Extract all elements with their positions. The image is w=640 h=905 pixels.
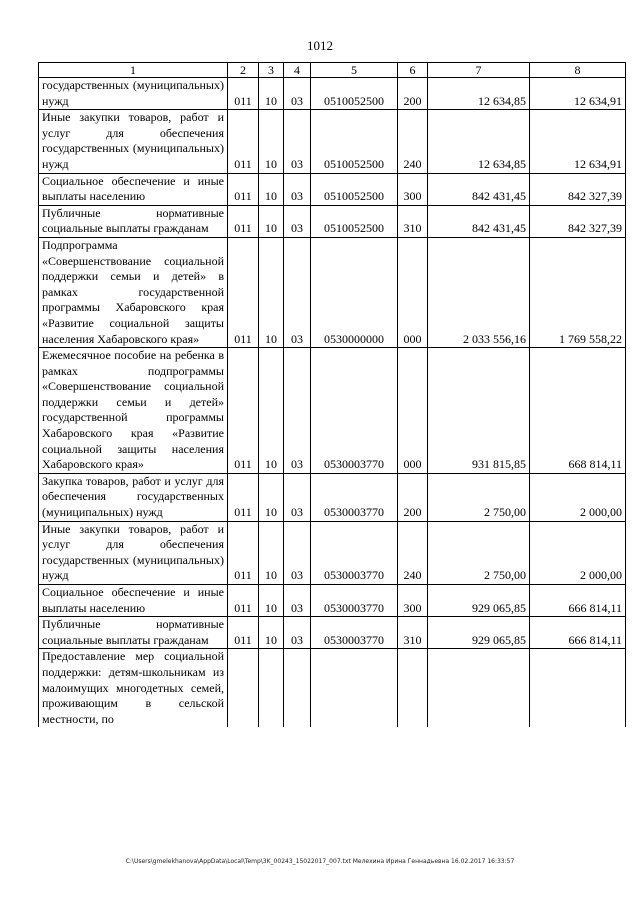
table-row bbox=[39, 617, 626, 649]
row-cell-c7: 12 634,85 bbox=[428, 78, 530, 110]
row-cell-c6: 300 bbox=[398, 173, 428, 205]
row-cell-c8: 842 327,39 bbox=[530, 205, 626, 237]
row-cell-c8: 1 769 558,22 bbox=[530, 237, 626, 347]
header-cell: 1 bbox=[39, 63, 228, 78]
row-cell-c5: 0510052500 bbox=[311, 110, 398, 173]
header-cell: 6 bbox=[398, 63, 428, 78]
row-cell-c8 bbox=[530, 649, 626, 727]
row-name: Иные закупки товаров, работ и услуг для обеспечения государственных (муниципальных) нужд bbox=[39, 110, 228, 173]
row-cell-c2: 011 bbox=[228, 173, 259, 205]
row-cell-c7: 2 033 556,16 bbox=[428, 237, 530, 347]
row-cell-c3: 10 bbox=[259, 110, 284, 173]
page-number: 1012 bbox=[307, 38, 333, 53]
row-cell-c6: 200 bbox=[398, 473, 428, 521]
row-cell-c4: 03 bbox=[284, 205, 311, 237]
row-cell-c8: 12 634,91 bbox=[530, 110, 626, 173]
row-cell-c7: 931 815,85 bbox=[428, 348, 530, 474]
row-cell-c6: 240 bbox=[398, 110, 428, 173]
row-cell-c2: 011 bbox=[228, 585, 259, 617]
header-cell: 8 bbox=[530, 63, 626, 78]
header-cell: 4 bbox=[284, 63, 311, 78]
row-cell-c8: 2 000,00 bbox=[530, 473, 626, 521]
row-cell-c8: 666 814,11 bbox=[530, 617, 626, 649]
row-cell-c2: 011 bbox=[228, 617, 259, 649]
table-row bbox=[39, 348, 626, 474]
row-name: Социальное обеспечение и иные выплаты населению bbox=[39, 173, 228, 205]
row-cell-c6: 200 bbox=[398, 78, 428, 110]
row-cell-c3: 10 bbox=[259, 348, 284, 474]
table-row bbox=[39, 237, 626, 347]
row-cell-c7: 842 431,45 bbox=[428, 205, 530, 237]
row-cell-c5: 0530003770 bbox=[311, 521, 398, 584]
row-cell-c3 bbox=[259, 649, 284, 727]
row-cell-c6: 000 bbox=[398, 348, 428, 474]
row-name: Иные закупки товаров, работ и услуг для обеспечения государственных (муниципальных) нужд bbox=[39, 521, 228, 584]
row-cell-c6: 240 bbox=[398, 521, 428, 584]
row-cell-c4: 03 bbox=[284, 237, 311, 347]
row-cell-c3: 10 bbox=[259, 521, 284, 584]
row-cell-c2: 011 bbox=[228, 110, 259, 173]
row-cell-c8: 668 814,11 bbox=[530, 348, 626, 474]
row-cell-c5: 0530000000 bbox=[311, 237, 398, 347]
row-cell-c5: 0530003770 bbox=[311, 617, 398, 649]
row-cell-c4: 03 bbox=[284, 617, 311, 649]
row-name: Предоставление мер социальной поддержки: детям-школьникам из малоимущих многодетных семей, проживающим в сельской местности, по bbox=[39, 649, 228, 727]
table-row bbox=[39, 205, 626, 237]
row-cell-c6: 000 bbox=[398, 237, 428, 347]
row-cell-c5: 0510052500 bbox=[311, 173, 398, 205]
row-cell-c4: 03 bbox=[284, 173, 311, 205]
table-row bbox=[39, 78, 626, 110]
row-cell-c2: 011 bbox=[228, 521, 259, 584]
row-cell-c6 bbox=[398, 649, 428, 727]
table-row bbox=[39, 473, 626, 521]
row-cell-c2: 011 bbox=[228, 473, 259, 521]
row-cell-c4: 03 bbox=[284, 78, 311, 110]
row-cell-c4: 03 bbox=[284, 473, 311, 521]
row-cell-c2: 011 bbox=[228, 348, 259, 474]
row-cell-c3: 10 bbox=[259, 78, 284, 110]
file-path-footer: C:\Users\gmelekhanova\AppData\Local\Temp\3K_00243_15022017_007.txt Мелехина Ирина Геннадьевна 16.02.2017 16:33:57 bbox=[125, 858, 515, 865]
row-cell-c8: 2 000,00 bbox=[530, 521, 626, 584]
row-cell-c6: 310 bbox=[398, 617, 428, 649]
header-cell: 5 bbox=[311, 63, 398, 78]
row-cell-c5: 0510052500 bbox=[311, 78, 398, 110]
row-cell-c4: 03 bbox=[284, 348, 311, 474]
table-row bbox=[39, 521, 626, 584]
row-cell-c2 bbox=[228, 649, 259, 727]
row-cell-c5: 0530003770 bbox=[311, 585, 398, 617]
row-name: Закупка товаров, работ и услуг для обеспечения государственных (муниципальных) нужд bbox=[39, 473, 228, 521]
header-cell: 2 bbox=[228, 63, 259, 78]
row-cell-c2: 011 bbox=[228, 205, 259, 237]
row-name: Публичные нормативные социальные выплаты гражданам bbox=[39, 617, 228, 649]
header-cell: 3 bbox=[259, 63, 284, 78]
row-cell-c3: 10 bbox=[259, 617, 284, 649]
row-cell-c7: 929 065,85 bbox=[428, 617, 530, 649]
table-row bbox=[39, 585, 626, 617]
row-cell-c4: 03 bbox=[284, 585, 311, 617]
row-cell-c3: 10 bbox=[259, 173, 284, 205]
row-cell-c3: 10 bbox=[259, 473, 284, 521]
row-cell-c7: 2 750,00 bbox=[428, 473, 530, 521]
row-cell-c7 bbox=[428, 649, 530, 727]
header-cell: 7 bbox=[428, 63, 530, 78]
row-cell-c7: 12 634,85 bbox=[428, 110, 530, 173]
row-cell-c8: 666 814,11 bbox=[530, 585, 626, 617]
row-cell-c4: 03 bbox=[284, 521, 311, 584]
row-cell-c2: 011 bbox=[228, 78, 259, 110]
row-cell-c4: 03 bbox=[284, 110, 311, 173]
row-name: Ежемесячное пособие на ребенка в рамках подпрограммы «Совершенствование социальной поддержки семьи и детей» государственной программы Хабаровского края «Развитие социальной защиты населения Хабаровского края» bbox=[39, 348, 228, 474]
row-cell-c5: 0530003770 bbox=[311, 348, 398, 474]
row-cell-c7: 2 750,00 bbox=[428, 521, 530, 584]
table-row bbox=[39, 173, 626, 205]
row-cell-c3: 10 bbox=[259, 237, 284, 347]
row-cell-c5: 0530003770 bbox=[311, 473, 398, 521]
row-cell-c6: 310 bbox=[398, 205, 428, 237]
row-cell-c7: 929 065,85 bbox=[428, 585, 530, 617]
row-name: Подпрограмма «Совершенствование социальной поддержки семьи и детей» в рамках государственной программы Хабаровского края «Развитие социальной защиты населения Хабаровского края» bbox=[39, 237, 228, 347]
row-cell-c2: 011 bbox=[228, 237, 259, 347]
row-cell-c4 bbox=[284, 649, 311, 727]
row-cell-c8: 12 634,91 bbox=[530, 78, 626, 110]
row-cell-c3: 10 bbox=[259, 585, 284, 617]
row-cell-c8: 842 327,39 bbox=[530, 173, 626, 205]
row-cell-c3: 10 bbox=[259, 205, 284, 237]
row-cell-c7: 842 431,45 bbox=[428, 173, 530, 205]
table-row bbox=[39, 110, 626, 173]
table-row bbox=[39, 649, 626, 727]
budget-table bbox=[38, 62, 626, 727]
row-name: Публичные нормативные социальные выплаты гражданам bbox=[39, 205, 228, 237]
header-row bbox=[39, 63, 626, 78]
row-cell-c5: 0510052500 bbox=[311, 205, 398, 237]
row-cell-c5 bbox=[311, 649, 398, 727]
row-name: Социальное обеспечение и иные выплаты населению bbox=[39, 585, 228, 617]
row-cell-c6: 300 bbox=[398, 585, 428, 617]
row-name: государственных (муниципальных) нужд bbox=[39, 78, 228, 110]
